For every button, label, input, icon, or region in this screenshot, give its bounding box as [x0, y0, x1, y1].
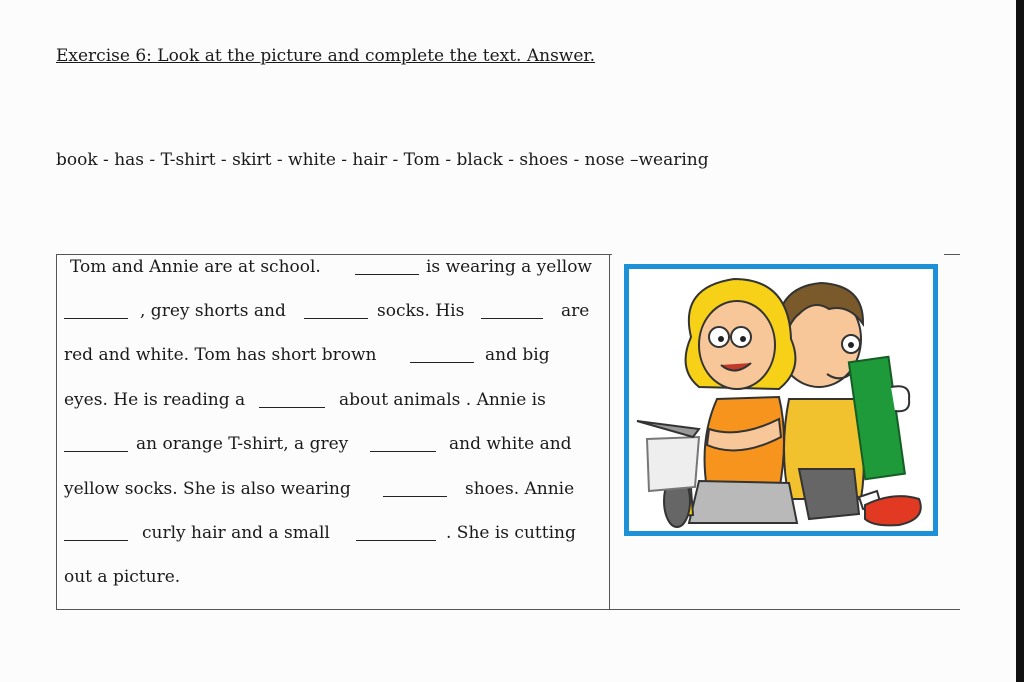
text-line-2-part-b: socks. His — [377, 301, 465, 321]
annie-paper — [647, 437, 699, 491]
table-left-border — [56, 254, 57, 610]
children-reading-illustration — [629, 269, 933, 531]
blank-1[interactable] — [355, 273, 419, 275]
table-right-top-border — [944, 254, 960, 255]
blank-11[interactable] — [356, 539, 436, 541]
tom-shorts — [799, 469, 859, 519]
text-line-2-part-c: are — [561, 301, 590, 321]
page-edge-shadow — [1016, 0, 1024, 682]
text-line-5-part-b: and white and — [449, 434, 572, 454]
text-line-4-part-b: about animals . Annie is — [339, 390, 546, 410]
text-line-4-part-a: eyes. He is reading a — [64, 390, 246, 410]
table-bottom-border — [56, 609, 960, 610]
tom-shoes — [865, 496, 921, 525]
annie-figure — [637, 279, 797, 527]
blank-7[interactable] — [64, 450, 128, 452]
text-line-7-part-b: . She is cutting — [446, 523, 576, 543]
blank-5[interactable] — [410, 361, 474, 363]
table-top-border — [56, 254, 612, 255]
blank-8[interactable] — [370, 450, 436, 452]
text-line-3-part-b: and big — [485, 345, 550, 365]
blank-6[interactable] — [259, 406, 325, 408]
illustration-frame — [624, 264, 938, 536]
tom-pupil — [848, 342, 854, 348]
tom-figure — [777, 283, 921, 525]
annie-skirt — [689, 481, 797, 523]
blank-4[interactable] — [481, 317, 543, 319]
text-line-1-part-b: is wearing a yellow — [426, 257, 592, 277]
blank-2[interactable] — [64, 317, 128, 319]
text-line-7-part-a: curly hair and a small — [142, 523, 330, 543]
text-line-8-part-a: out a picture. — [64, 567, 181, 587]
blank-10[interactable] — [64, 539, 128, 541]
exercise-title: Exercise 6: Look at the picture and complete the text. Answer. — [56, 46, 596, 66]
annie-scissors — [637, 421, 699, 437]
text-line-2-part-a: , grey shorts and — [140, 301, 286, 321]
blank-9[interactable] — [383, 495, 447, 497]
annie-pupil-left — [718, 336, 724, 342]
text-line-3-part-a: red and white. Tom has short brown — [64, 345, 377, 365]
blank-3[interactable] — [304, 317, 368, 319]
text-line-6-part-b: shoes. Annie — [465, 479, 575, 499]
text-line-1-part-a: Tom and Annie are at school. — [70, 257, 321, 277]
text-line-6-part-a: yellow socks. She is also wearing — [64, 479, 351, 499]
word-bank: book - has - T-shirt - skirt - white - hair - Tom - black - shoes - nose –wearing — [56, 150, 709, 170]
annie-pupil-right — [740, 336, 746, 342]
text-line-5-part-a: an orange T-shirt, a grey — [136, 434, 349, 454]
table-middle-border — [609, 254, 610, 610]
